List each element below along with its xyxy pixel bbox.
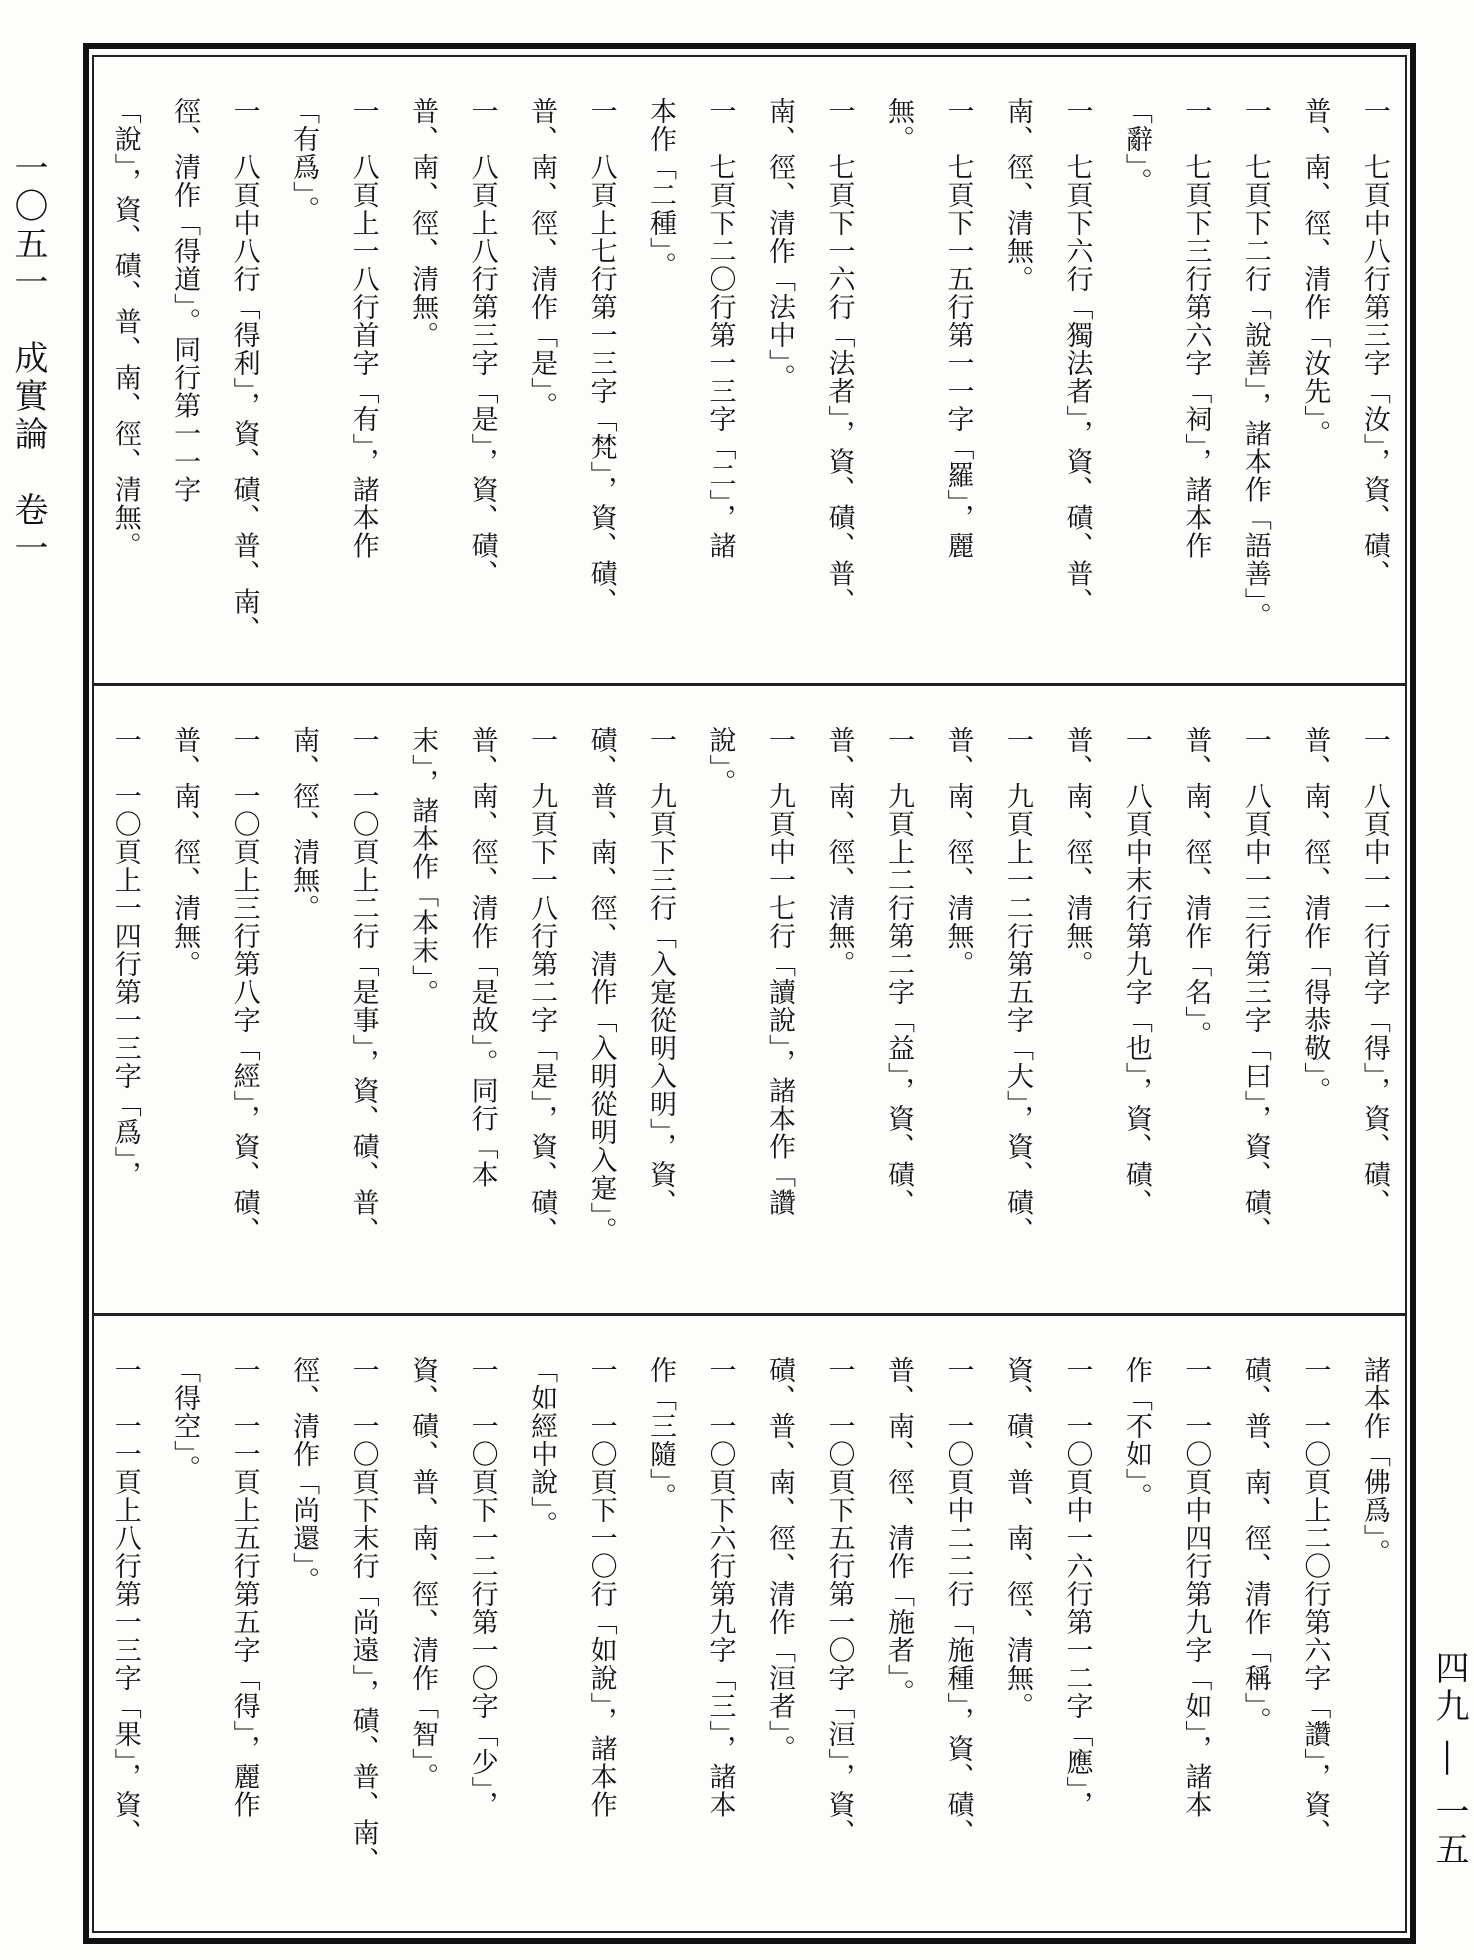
text-column: 一 八頁上一八行首字「有」，諸本作 xyxy=(347,97,379,560)
text-column: 磧、普、南、徑、清作「洹者」。 xyxy=(764,1356,796,1763)
text-column: 普、南、徑、清作「是故」。同行「本 xyxy=(466,726,498,1189)
text-column: 一 七頁中八行第三字「汝」，資、磧、 xyxy=(1358,97,1390,588)
text-column: 本作「二種」。 xyxy=(645,97,677,280)
text-column: 一 八頁中一三行第三字「曰」，資、磧、 xyxy=(1239,726,1271,1245)
text-column: 普、南、徑、清作「得恭敬」。 xyxy=(1299,726,1331,1105)
text-column: 磧、普、南、徑、清作「稱」。 xyxy=(1239,1356,1271,1735)
text-column: 一 一〇頁上二〇行第六字「讚」，資、 xyxy=(1299,1356,1331,1847)
panel-top xyxy=(92,55,1407,683)
text-column: 一 七頁下一六行「法者」，資、磧、普、 xyxy=(823,97,855,616)
text-column: 南、徑、清無。 xyxy=(1001,97,1033,293)
text-column: 一 一〇頁下一二行第一〇字「少」， xyxy=(466,1356,498,1819)
text-column: 普、南、徑、清作「是」。 xyxy=(526,97,558,420)
text-column: 普、南、徑、清無。 xyxy=(169,726,201,978)
text-column: 「辭」。 xyxy=(1120,97,1152,196)
panel-bottom xyxy=(92,1313,1407,1933)
text-column: 普、南、徑、清無。 xyxy=(823,726,855,978)
text-column: 一 一〇頁上二行「是事」，資、磧、普、 xyxy=(347,726,379,1245)
text-column: 普、南、徑、清無。 xyxy=(407,97,439,349)
text-column: 說」。 xyxy=(704,726,736,797)
panel-middle xyxy=(92,683,1407,1313)
text-column: 一 八頁中一一行首字「得」，資、磧、 xyxy=(1358,726,1390,1217)
text-column: 一 八頁中八行「得利」，資、磧、普、南、 xyxy=(228,97,260,644)
text-column: 「說」，資、磧、普、南、徑、清無。 xyxy=(109,97,141,560)
text-column: 資、磧、普、南、徑、清作「智」。 xyxy=(407,1356,439,1791)
text-column: 一 八頁上七行第一三字「梵」，資、磧、 xyxy=(585,97,617,616)
text-column: 一 九頁上一二行第五字「大」，資、磧、 xyxy=(1001,726,1033,1245)
text-column: 一 九頁下一八行第二字「是」，資、磧、 xyxy=(526,726,558,1245)
text-column: 普、南、徑、清作「汝先」。 xyxy=(1299,97,1331,448)
text-column: 「有爲」。 xyxy=(288,97,320,224)
text-column: 一 一〇頁下末行「尚遠」，磧、普、南、 xyxy=(347,1356,379,1875)
text-column: 一 一〇頁中一六行第一二字「應」， xyxy=(1061,1356,1093,1819)
text-column: 一 八頁上八行第三字「是」，資、磧、 xyxy=(466,97,498,588)
text-column: 一 九頁下三行「入寔從明入明」，資、 xyxy=(645,726,677,1217)
text-column: 資、磧、普、南、徑、清無。 xyxy=(1001,1356,1033,1720)
text-column: 一 一〇頁上三行第八字「經」，資、磧、 xyxy=(228,726,260,1245)
text-column: 南、徑、清作「法中」。 xyxy=(764,97,796,392)
text-column: 一 八頁中末行第九字「也」，資、磧、 xyxy=(1120,726,1152,1217)
text-column: 無。 xyxy=(882,97,914,153)
text-column: 普、南、徑、清無。 xyxy=(942,726,974,978)
text-column: 普、南、徑、清作「名」。 xyxy=(1180,726,1212,1049)
margin-title: 一〇五一 成實論 卷一 xyxy=(8,150,48,568)
text-column: 徑、清作「尚還」。 xyxy=(288,1356,320,1595)
text-column: 普、南、徑、清無。 xyxy=(1061,726,1093,978)
text-column: 一 一一頁上五行第五字「得」，麗作 xyxy=(228,1356,260,1819)
text-column: 一 一一頁上八行第一三字「果」，資、 xyxy=(109,1356,141,1847)
text-column: 作「三隨」。 xyxy=(645,1356,677,1511)
text-column: 諸本作「佛爲」。 xyxy=(1358,1356,1390,1567)
text-column: 一 七頁下一五行第一一字「羅」，麗 xyxy=(942,97,974,560)
text-column: 一 一〇頁下五行第一〇字「洹」，資、 xyxy=(823,1356,855,1847)
text-column: 南、徑、清無。 xyxy=(288,726,320,922)
text-column: 一 一〇頁下一〇行「如說」，諸本作 xyxy=(585,1356,617,1819)
text-column: 一 九頁中一七行「讀說」，諸本作「讚 xyxy=(764,726,796,1217)
text-column: 一 一〇頁中四行第九字「如」，諸本 xyxy=(1180,1356,1212,1819)
page-number: 四九 ― 一五 xyxy=(1429,1650,1469,1870)
text-column: 一 七頁下三行第六字「祠」，諸本作 xyxy=(1180,97,1212,560)
text-column: 徑、清作「得道」。同行第一一字 xyxy=(169,97,201,504)
text-column: 一 七頁下二行「說善」，諸本作「語善」。 xyxy=(1239,97,1271,630)
text-column: 「如經中說」。 xyxy=(526,1356,558,1539)
text-column: 普、南、徑、清作「施者」。 xyxy=(882,1356,914,1707)
text-column: 磧、普、南、徑、清作「入明從明入寔」。 xyxy=(585,726,617,1245)
text-column: 一 九頁上二行第二字「益」，資、磧、 xyxy=(882,726,914,1217)
text-column: 作「不如」。 xyxy=(1120,1356,1152,1511)
text-column: 「得空」。 xyxy=(169,1356,201,1483)
text-column: 一 一〇頁中二二行「施種」，資、磧、 xyxy=(942,1356,974,1847)
text-column: 末」，諸本作「本末」。 xyxy=(407,726,439,1007)
text-column: 一 七頁下二〇行第一三字「二」，諸 xyxy=(704,97,736,560)
text-column: 一 七頁下六行「獨法者」，資、磧、普、 xyxy=(1061,97,1093,616)
text-column: 一 一〇頁下六行第九字「三」，諸本 xyxy=(704,1356,736,1819)
text-column: 一 一〇頁上一四行第一三字「爲」， xyxy=(109,726,141,1189)
